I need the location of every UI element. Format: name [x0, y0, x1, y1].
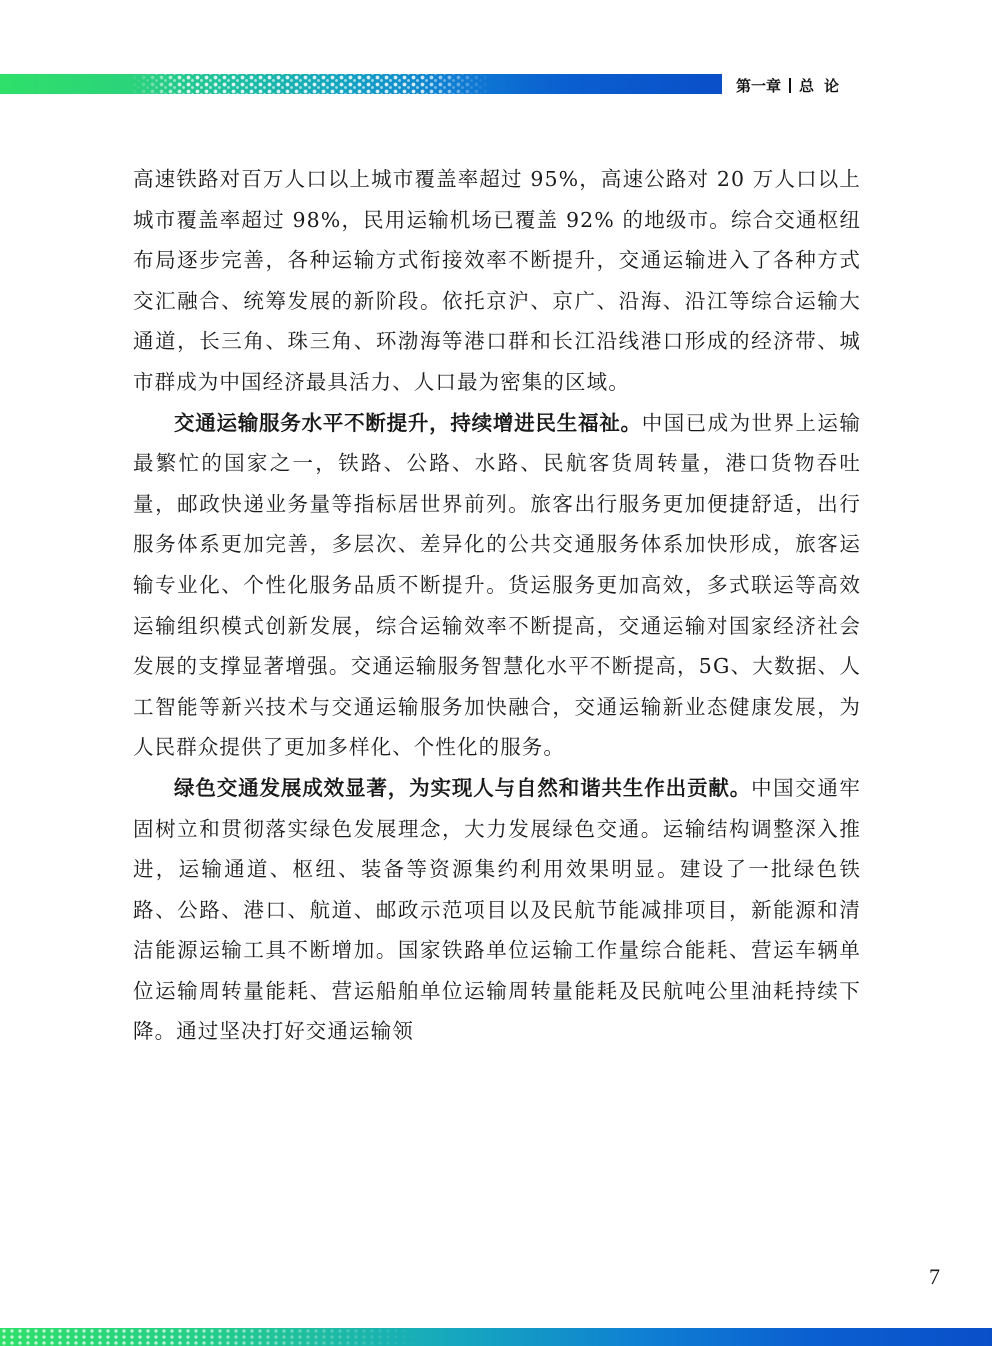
paragraph-1	[133, 159, 861, 403]
body-text	[133, 159, 861, 1052]
header-divider	[789, 78, 791, 93]
paragraph-2	[133, 403, 861, 768]
paragraph-3	[133, 768, 861, 1052]
paragraph-3-lead: 绿色交通发展成效显著，为实现人与自然和谐共生作出贡献。	[174, 775, 752, 800]
chapter-title: 总论	[799, 76, 850, 95]
chapter-label: 第一章	[736, 76, 782, 95]
running-header	[736, 75, 849, 95]
paragraph-2-lead: 交通运输服务水平不断提升，持续增进民生福祉。	[174, 410, 642, 435]
page-number: 7	[929, 1264, 940, 1289]
paragraph-2-text: 中国已成为世界上运输最繁忙的国家之一，铁路、公路、水路、民航客货周转量，港口货物吞吐量，邮政快递业务量等指标居世界前列。旅客出行服务更加便捷舒适，出行服务体系更加完善，多层次、差异化的公共交通服务体系加快形成，旅客运输专业化、个性化服务品质不断提升。货运服务更加高效，多式联运等高效运输组织模式创新发展，综合运输效率不断提高，交通运输对国家经济社会发展的支撑显著增强。交通运输服务智慧化水平不断提高，5G、大数据、人工智能等新兴技术与交通运输服务加快融合，交通运输新业态健康发展，为人民群众提供了更加多样化、个性化的服务。	[133, 410, 861, 760]
footer-dot-pattern	[0, 1328, 420, 1346]
paragraph-1-text: 高速铁路对百万人口以上城市覆盖率超过 95%，高速公路对 20 万人口以上城市覆盖率超过 98%，民用运输机场已覆盖 92% 的地级市。综合交通枢纽布局逐步完善，各种运输方式衔接效率不断提升，交通运输进入了各种方式交汇融合、统筹发展的新阶段。依托京沪、京广、沿海、沿江等综合运输大通道，长三角、珠三角、环渤海等港口群和长江沿线港口形成的经济带、城市群成为中国经济最具活力、人口最为密集的区域。	[133, 167, 861, 394]
paragraph-3-text: 中国交通牢固树立和贯彻落实绿色发展理念，大力发展绿色交通。运输结构调整深入推进，运输通道、枢纽、装备等资源集约利用效果明显。建设了一批绿色铁路、公路、港口、航道、邮政示范项目以及民航节能减排项目，新能源和清洁能源运输工具不断增加。国家铁路单位运输工作量综合能耗、营运车辆单位运输周转量能耗、营运船舶单位运输周转量能耗及民航吨公里油耗持续下降。通过坚决打好交通运输领	[133, 775, 861, 1044]
header-dot-pattern	[130, 74, 490, 94]
